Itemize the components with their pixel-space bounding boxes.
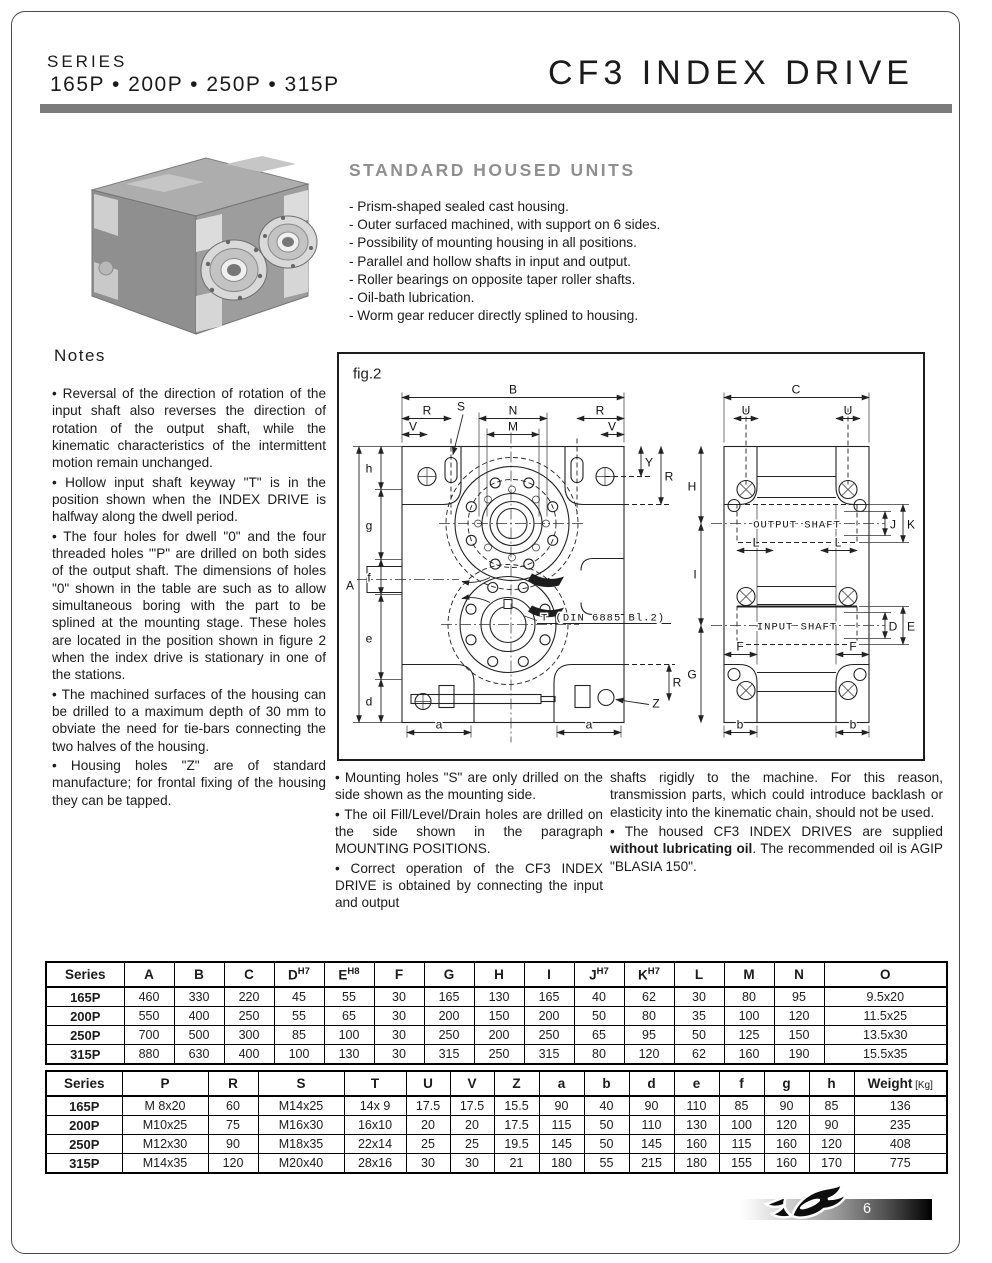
feature-item: - Prism-shaped sealed cast housing. [349,199,569,214]
note-item: • The machined surfaces of the housing can be drilled to a maximum depth of 30 mm to obviate the need for tie-bars connecting the two halves of the housing. [52,686,326,754]
note-item: • Housing holes "Z" are of standard manufacture; for frontal fixing of the housing they can be tapped. [52,757,326,808]
col-header: T [344,1071,406,1096]
svg-text:M: M [508,419,518,434]
cell: 80 [724,987,774,1007]
feature-item: - Parallel and hollow shafts in input and output. [349,253,631,269]
cell: 95 [624,1026,674,1045]
mounting-table [45,1070,948,1174]
cell: 220 [224,987,274,1007]
cell: 22x14 [344,1135,406,1154]
cell: 160 [764,1154,809,1174]
cell: 400 [174,1007,224,1026]
cell: 21 [494,1154,539,1174]
svg-text:N: N [508,403,518,418]
table-row [46,987,947,1007]
cell: 180 [539,1154,584,1174]
cell: 100 [274,1045,324,1065]
cell: 215 [629,1154,674,1174]
page-number: 6 [863,1201,872,1217]
note-text: . The recommended oil is AGIP "BLASIA 150". [610,841,943,874]
cell: 90 [809,1116,854,1135]
cell: 100 [324,1026,374,1045]
feature-list [349,198,959,325]
cell: 30 [674,987,724,1007]
svg-text:a: a [435,717,443,732]
cell: 75 [208,1116,258,1135]
cell: 19.5 [494,1135,539,1154]
cell: 408 [854,1135,947,1154]
brand-logo-icon [760,1178,864,1228]
svg-text:INPUT SHAFT: INPUT SHAFT [756,621,838,634]
cell: 16x10 [344,1116,406,1135]
col-header: A [124,962,174,987]
svg-text:Y: Y [644,455,654,470]
svg-text:H: H [687,479,697,494]
side-view-dimensions [687,383,915,738]
cell: 165 [424,987,474,1007]
table-row [46,1007,947,1026]
feature-item: - Worm gear reducer directly splined to housing. [349,308,639,324]
cell: 170 [809,1154,854,1174]
svg-text:R: R [595,403,605,418]
note-item: shafts rigidly to the machine. For this reason, transmission parts, which could introduce backlash or elasticity into the kinematic chain, should not be used. [610,770,943,820]
cell: 65 [574,1026,624,1045]
cell: 155 [719,1154,764,1174]
cell: 30 [374,1045,424,1065]
cell: 300 [224,1026,274,1045]
header-row [46,1071,947,1096]
feature-item: - Oil-bath lubrication. [349,290,475,306]
feature-item: - Possibility of mounting housing in all positions. [349,235,637,251]
cell: 775 [854,1154,947,1174]
cell: 9.5x20 [824,987,947,1007]
cell: 30 [374,1007,424,1026]
cell: 20 [450,1116,494,1135]
cell: 90 [764,1096,809,1116]
note-item: • Correct operation of the CF3 INDEX DRIVE is obtained by connecting the input and output [335,860,603,911]
cell: 95 [774,987,824,1007]
col-header: g [764,1071,809,1096]
cell: 315 [524,1045,574,1065]
svg-text:J: J [890,517,896,532]
cell: 100 [719,1116,764,1135]
svg-text:C: C [791,382,801,397]
figure-caption: fig.2 [353,365,382,383]
table-row [46,1116,947,1135]
side-view [711,447,885,723]
table-row [46,1154,947,1174]
notes-column-left [52,385,326,811]
svg-text:L: L [834,535,842,550]
cell: 30 [374,987,424,1007]
cell: M20x40 [258,1154,344,1174]
col-header: C [224,962,274,987]
col-header: $J^{H7}$ [574,962,624,987]
cell: 190 [774,1045,824,1065]
svg-text:S: S [456,399,466,414]
cell: 165 [524,987,574,1007]
cell: 40 [574,987,624,1007]
row-header: 165P [46,987,124,1007]
cell: 50 [584,1116,629,1135]
cell: 235 [854,1116,947,1135]
col-header: b [584,1071,629,1096]
col-header: I [524,962,574,987]
cell: 145 [539,1135,584,1154]
col-header: M [724,962,774,987]
cell: 30 [450,1154,494,1174]
feature-item: - Outer surfaced machined, with support on 6 sides. [349,217,661,233]
header-rule [40,104,952,113]
cell: 90 [629,1096,674,1116]
cell: 17.5 [450,1096,494,1116]
cell: 55 [584,1154,629,1174]
col-header: L [674,962,724,987]
cell: 50 [584,1135,629,1154]
svg-text:G: G [687,667,697,682]
cell: 110 [629,1116,674,1135]
col-header: R [208,1071,258,1096]
row-header: 315P [46,1154,122,1174]
cell: 120 [764,1116,809,1135]
cell: 13.5x30 [824,1026,947,1045]
cell: 200 [524,1007,574,1026]
cell: 150 [774,1026,824,1045]
cell: 630 [174,1045,224,1065]
cell: 65 [324,1007,374,1026]
svg-text:R: R [672,675,682,690]
cell: 250 [224,1007,274,1026]
row-header: 250P [46,1026,124,1045]
svg-text:E: E [906,619,916,634]
cell: 110 [674,1096,719,1116]
svg-text:Z: Z [652,696,660,711]
cell: 90 [208,1135,258,1154]
series-models: 165P • 200P • 250P • 315P [50,73,340,96]
cell: 700 [124,1026,174,1045]
note-item: • The four holes for dwell "0" and the four threaded holes "'P" are drilled on both sides of the output shaft. The dimensions of holes "0" shown in the table are such as to allow simultaneous boring with the part to be splined at the mounting stage. These holes are located in the position shown in figure 2 when the index drive is stationary in one of the stations. [52,528,326,683]
col-header: V [450,1071,494,1096]
cell: M18x35 [258,1135,344,1154]
svg-text:I: I [693,567,697,582]
col-header: O [824,962,947,987]
svg-text:U: U [741,403,751,418]
note-item: • Mounting holes "S" are only drilled on the side shown as the mounting side. [335,770,603,803]
svg-text:f: f [367,570,371,585]
svg-text:R: R [664,469,674,484]
table-row [46,1026,947,1045]
row-header: 200P [46,1007,124,1026]
cell: 30 [406,1154,450,1174]
front-view [357,433,671,743]
row-header: 165P [46,1096,122,1116]
col-header: $E^{H8}$ [324,962,374,987]
cell: 160 [674,1135,719,1154]
svg-text:d: d [365,694,373,709]
svg-text:U: U [843,403,853,418]
cell: M16x30 [258,1116,344,1135]
page-title: CF3 INDEX DRIVE [548,54,914,92]
col-header: F [374,962,424,987]
cell: 120 [809,1135,854,1154]
svg-text:a: a [585,717,593,732]
col-header: e [674,1071,719,1096]
cell: 85 [719,1096,764,1116]
cell: 55 [274,1007,324,1026]
svg-text:b: b [849,717,857,732]
col-header: G [424,962,474,987]
cell: 115 [539,1116,584,1135]
cell: 460 [124,987,174,1007]
cell: 120 [208,1154,258,1174]
cell: 150 [474,1007,524,1026]
cell: 85 [809,1096,854,1116]
cell: 130 [674,1116,719,1135]
notes-column-middle [335,769,603,914]
cell: 180 [674,1154,719,1174]
cell: 120 [774,1007,824,1026]
cell: 50 [574,1007,624,1026]
col-header: $K^{H7}$ [624,962,674,987]
cell: 60 [208,1096,258,1116]
note-item: • The oil Fill/Level/Drain holes are drilled on the side shown in the paragraph MOUNTING POSITIONS. [335,806,603,857]
col-header: Weight [Kg] [854,1071,947,1096]
svg-text:B: B [508,382,518,397]
cell: 45 [274,987,324,1007]
cell: 400 [224,1045,274,1065]
svg-text:A: A [345,578,355,593]
feature-item: - Roller bearings on opposite taper roller shafts. [349,271,636,287]
cell: 28x16 [344,1154,406,1174]
cell: 55 [324,987,374,1007]
svg-text:F: F [736,639,744,654]
row-header: 315P [46,1045,124,1065]
col-header: d [629,1071,674,1096]
cell: 80 [574,1045,624,1065]
svg-text:K: K [906,517,916,532]
cell: 200 [474,1026,524,1045]
cell: 35 [674,1007,724,1026]
col-header: P [122,1071,208,1096]
cell: 250 [424,1026,474,1045]
cell: 160 [724,1045,774,1065]
cell: 145 [629,1135,674,1154]
cell: 160 [764,1135,809,1154]
cell: M10x25 [122,1116,208,1135]
cell: 80 [624,1007,674,1026]
cell: M14x35 [122,1154,208,1174]
row-header: 200P [46,1116,122,1135]
note-item [610,823,943,875]
svg-text:OUTPUT SHAFT: OUTPUT SHAFT [753,519,841,532]
cell: 25 [450,1135,494,1154]
cell: M12x30 [122,1135,208,1154]
figure-2-drawing [337,352,925,761]
col-header: f [719,1071,764,1096]
note-text-bold: without lubricating oil [610,841,753,857]
cell: 11.5x25 [824,1007,947,1026]
product-photo [56,144,332,348]
note-item: • Reversal of the direction of rotation of the input shaft also reverses the direction of rotation of the output shaft, while the kinematic characteristics of the intermittent motion remain unchanged. [52,386,326,471]
cell: 17.5 [406,1096,450,1116]
col-header: h [809,1071,854,1096]
cell: 315 [424,1045,474,1065]
cell: 17.5 [494,1116,539,1135]
cell: 125 [724,1026,774,1045]
note-text: • The housed CF3 INDEX DRIVES are supplied [610,823,943,839]
col-header: S [258,1071,344,1096]
col-header: Series [46,962,124,987]
header-row [46,962,947,987]
svg-text:h: h [365,461,373,476]
cell: M 8x20 [122,1096,208,1116]
col-header: B [174,962,224,987]
col-header: H [474,962,524,987]
cell: 115 [719,1135,764,1154]
svg-text:e: e [365,631,373,646]
cell: 136 [854,1096,947,1116]
cell: 130 [474,987,524,1007]
cell: 250 [474,1045,524,1065]
series-label: SERIES [47,52,128,71]
cell: 25 [406,1135,450,1154]
col-header: Z [494,1071,539,1096]
svg-text:V: V [607,419,617,434]
cell: 100 [724,1007,774,1026]
cell: 120 [624,1045,674,1065]
cell: 880 [124,1045,174,1065]
cell: 130 [324,1045,374,1065]
cell: 14x 9 [344,1096,406,1116]
svg-text:V: V [408,419,418,434]
col-header: $D^{H7}$ [274,962,324,987]
row-header: 250P [46,1135,122,1154]
cell: 90 [539,1096,584,1116]
table-row [46,1096,947,1116]
svg-text:F: F [849,639,857,654]
cell: 200 [424,1007,474,1026]
notes-title: Notes [54,346,106,365]
cell: 85 [274,1026,324,1045]
cell: 40 [584,1096,629,1116]
cell: 250 [524,1026,574,1045]
col-header: a [539,1071,584,1096]
dimension-table [45,961,948,1065]
cell: 15.5 [494,1096,539,1116]
svg-text:b: b [736,717,744,732]
svg-text:D: D [888,619,898,634]
cell: 62 [674,1045,724,1065]
cell: 330 [174,987,224,1007]
svg-text:L: L [752,535,760,550]
col-header: Series [46,1071,122,1096]
dim-label: T (DIN 6885 Bl.2) [540,612,666,625]
table-row [46,1135,947,1154]
svg-text:R: R [422,403,432,418]
notes-column-right [610,769,943,877]
svg-text:g: g [365,518,373,533]
note-item: • Hollow input shaft keyway "T" is in the position shown when the INDEX DRIVE is halfway along the dwell period. [52,474,326,525]
section-title: STANDARD HOUSED UNITS [349,160,636,180]
cell: 50 [674,1026,724,1045]
col-header: U [406,1071,450,1096]
cell: 20 [406,1116,450,1135]
cell: 500 [174,1026,224,1045]
standard-housed-units-section [349,160,959,325]
cell: 62 [624,987,674,1007]
table-row [46,1045,947,1065]
cell: 550 [124,1007,174,1026]
cell: M14x25 [258,1096,344,1116]
col-header: N [774,962,824,987]
cell: 15.5x35 [824,1045,947,1065]
cell: 30 [374,1026,424,1045]
